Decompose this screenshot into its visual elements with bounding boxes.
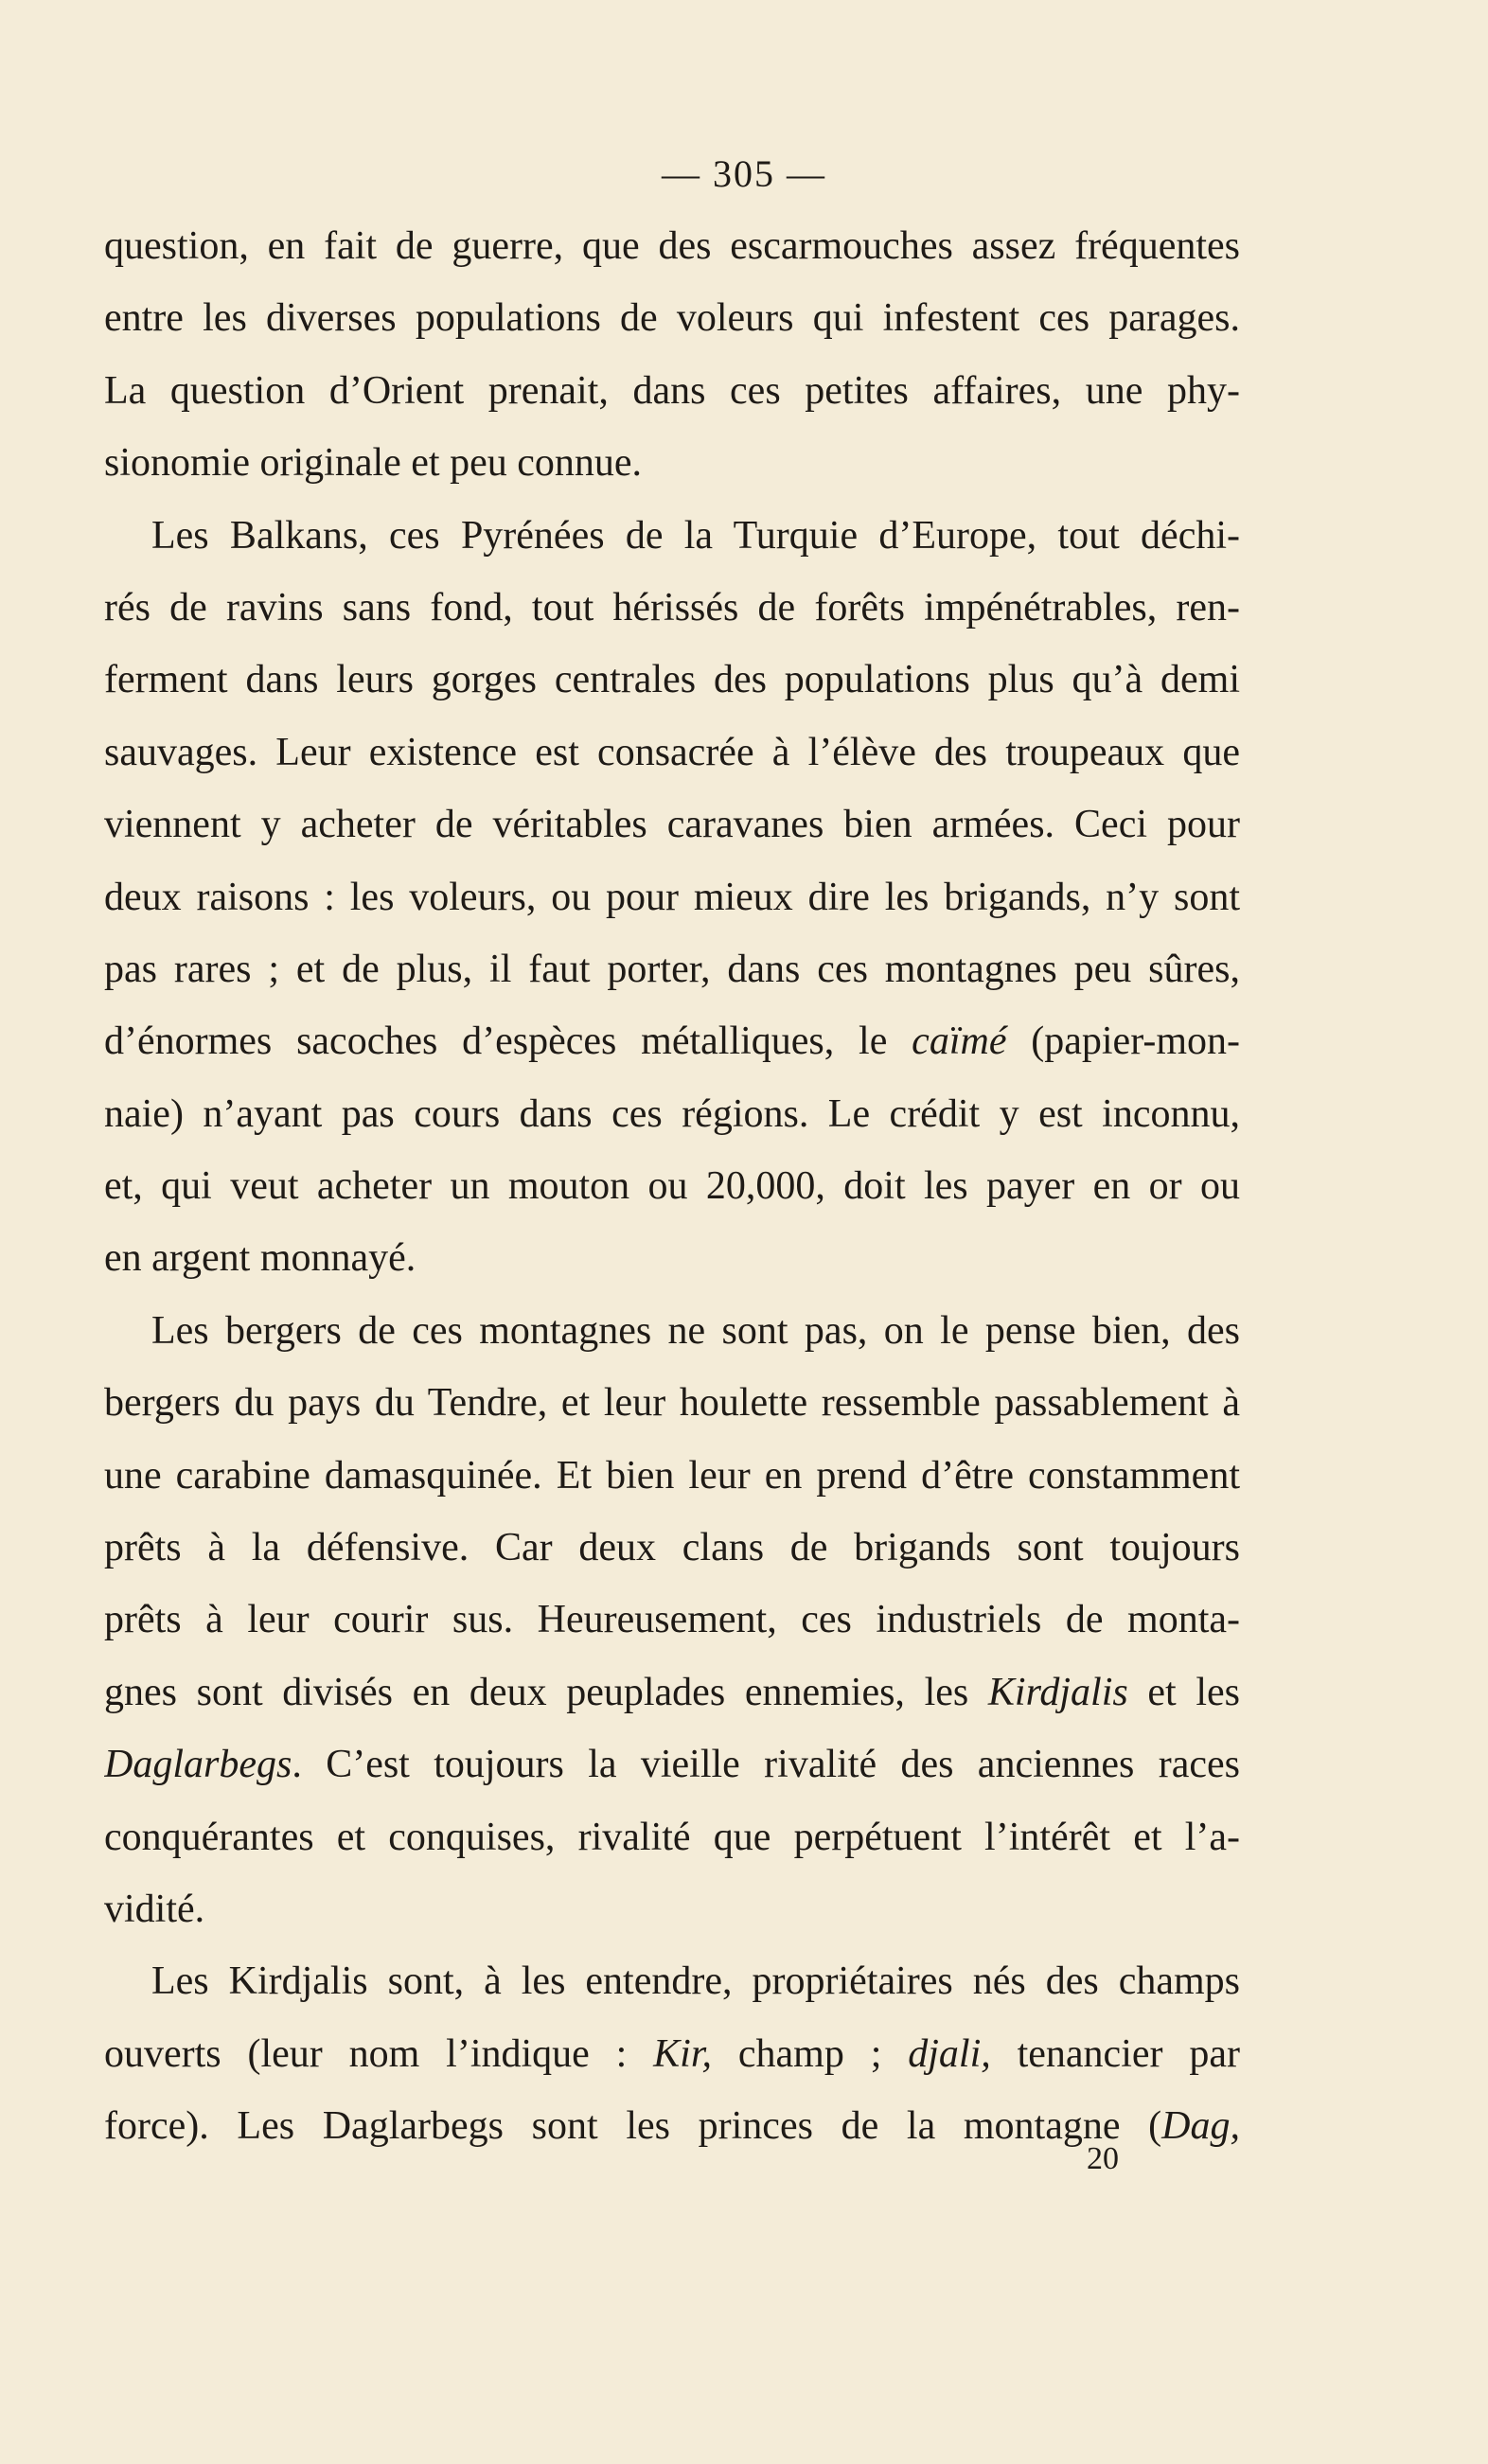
italic-term: Daglarbegs (104, 1743, 292, 1787)
text-line: d’énormes sacoches d’espèces métalliques, le caïmé (papier-mon- (104, 1019, 1240, 1064)
italic-term: Kir, (653, 2031, 713, 2076)
signature-mark: 20 (1087, 2141, 1119, 2176)
text-line: sionomie originale et peu connue. (104, 441, 643, 486)
text-line: entre les diverses populations de voleurs qui infestent ces parages. (104, 296, 1240, 341)
italic-term: Dag, (1161, 2104, 1240, 2149)
text-line: une carabine damasquinée. Et bien leur en prend d’être constamment (104, 1453, 1240, 1498)
text-line: force). Les Daglarbegs sont les princes de la montagne (Dag, (104, 2104, 1240, 2149)
text-line: rés de ravins sans fond, tout hérissés de forêts impénétrables, ren- (104, 585, 1240, 629)
text-line: conquérantes et conquises, rivalité que perpétuent l’intérêt et l’a- (104, 1815, 1240, 1859)
text-line: bergers du pays du Tendre, et leur houlette ressemble passablement à (104, 1381, 1240, 1426)
text-line: Daglarbegs. C’est toujours la vieille rivalité des anciennes races (104, 1743, 1240, 1787)
text-line: en argent monnayé. (104, 1236, 416, 1281)
text-line: sauvages. Leur existence est consacrée à l’élève des troupeaux que (104, 730, 1240, 774)
paragraph (104, 500, 1240, 1295)
text-line: question, en fait de guerre, que des escarmouches assez fréquentes (104, 224, 1240, 268)
paragraph (104, 1945, 1240, 2162)
text-line: ouverts (leur nom l’indique : Kir, champ ; djali, tenancier par (104, 2031, 1240, 2076)
text-line: pas rares ; et de plus, il faut porter, dans ces montagnes peu sûres, (104, 947, 1240, 991)
text-body (104, 210, 1240, 2163)
italic-term: djali, (908, 2031, 991, 2076)
text-line: Les bergers de ces montagnes ne sont pas, on le pense bien, des (151, 1308, 1240, 1353)
paragraph (104, 1295, 1240, 1946)
page-number: — 305 — (662, 152, 826, 195)
text-line: Les Balkans, ces Pyrénées de la Turquie d’Europe, tout déchi- (151, 513, 1240, 558)
text-line: naie) n’ayant pas cours dans ces régions. Le crédit y est inconnu, (104, 1091, 1240, 1136)
text-line: vidité. (104, 1887, 205, 1931)
italic-term: caïmé (912, 1019, 1007, 1064)
text-line: viennent y acheter de véritables caravanes bien armées. Ceci pour (104, 803, 1240, 847)
text-line: Les Kirdjalis sont, à les entendre, propriétaires nés des champs (151, 1959, 1240, 2004)
text-line: prêts à leur courir sus. Heureusement, ces industriels de monta- (104, 1598, 1240, 1642)
text-line: gnes sont divisés en deux peuplades ennemies, les Kirdjalis et les (104, 1670, 1240, 1714)
text-line: et, qui veut acheter un mouton ou 20,000, doit les payer en or ou (104, 1164, 1240, 1209)
text-line: prêts à la défensive. Car deux clans de brigands sont toujours (104, 1526, 1240, 1570)
paragraph (104, 210, 1240, 500)
italic-term: Kirdjalis (987, 1670, 1128, 1714)
text-line: deux raisons : les voleurs, ou pour mieux dire les brigands, n’y sont (104, 875, 1240, 919)
text-line: ferment dans leurs gorges centrales des populations plus qu’à demi (104, 658, 1240, 702)
text-line: La question d’Orient prenait, dans ces petites affaires, une phy- (104, 368, 1240, 413)
